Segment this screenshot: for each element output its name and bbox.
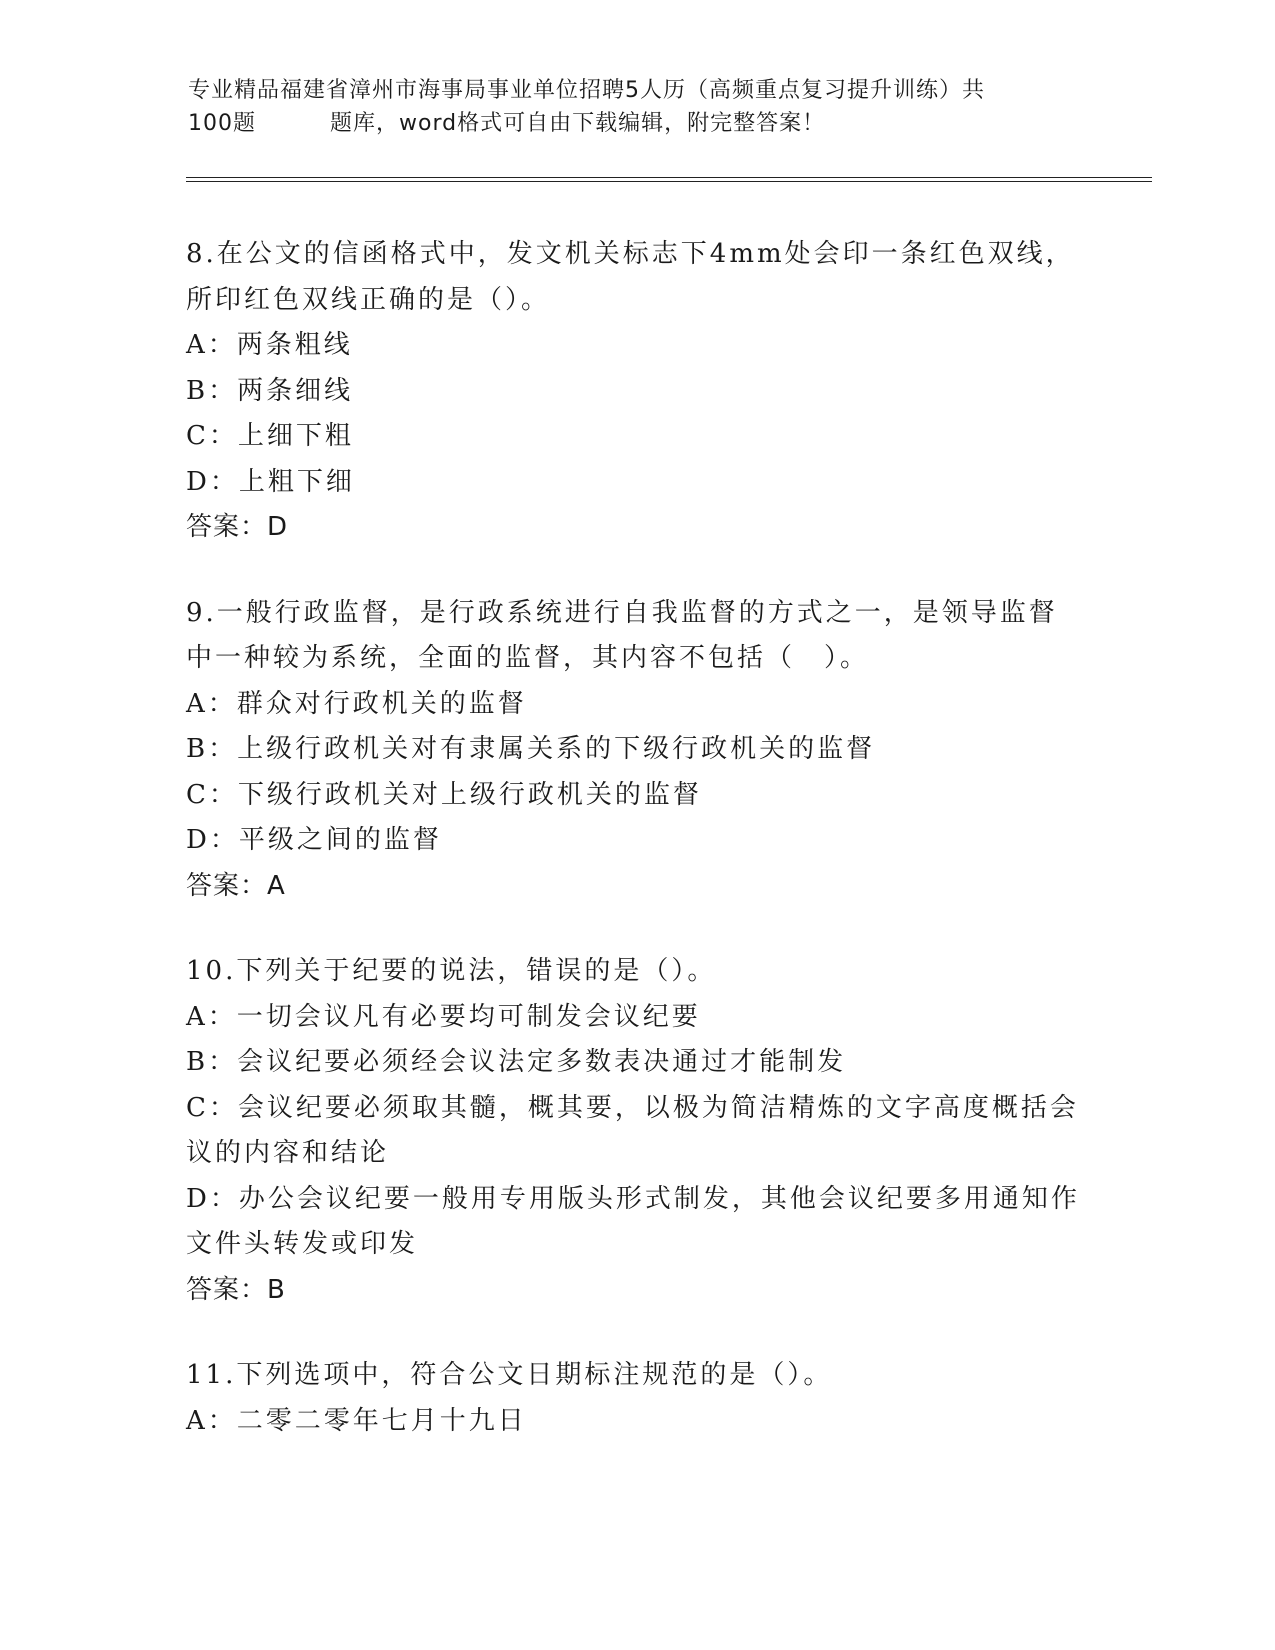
question-item <box>186 232 1086 551</box>
question-stem-line: 11.下列选项中，符合公文日期标注规范的是（）。 <box>186 1360 833 1390</box>
option-c: C：上细下粗 <box>186 421 354 451</box>
answer-key: 答案：D <box>186 512 289 542</box>
question-stem-line: 中一种较为系统，全面的监督，其内容不包括（ ）。 <box>186 643 870 673</box>
option-d: D：上粗下细 <box>186 466 355 497</box>
option-a: A：两条粗线 <box>186 330 353 360</box>
option-b: B：两条细线 <box>186 375 354 406</box>
option-c-continued: 议的内容和结论 <box>186 1138 390 1168</box>
option-d-continued: 文件头转发或印发 <box>186 1229 419 1259</box>
question-stem-line: 10.下列关于纪要的说法，错误的是（）。 <box>186 956 717 986</box>
header-title-line-2 <box>188 107 1088 140</box>
question-stem-line: 9.一般行政监督，是行政系统进行自我监督的方式之一，是领导监督 <box>186 597 1058 628</box>
option-d: D：办公会议纪要一般用专用版头形式制发，其他会议纪要多用通知作 <box>186 1183 1080 1214</box>
option-a: A：群众对行政机关的监督 <box>186 688 527 719</box>
question-stem-line: 8.在公文的信函格式中，发文机关标志下4mm处会印一条红色双线， <box>186 239 1075 269</box>
option-a: A：二零二零年七月十九日 <box>186 1405 527 1436</box>
option-b: B：会议纪要必须经会议法定多数表决通过才能制发 <box>186 1047 847 1077</box>
option-c: C：会议纪要必须取其髓，概其要，以极为简洁精炼的文字高度概括会 <box>186 1092 1079 1123</box>
question-stem-line: 所印红色双线正确的是（）。 <box>186 284 551 315</box>
answer-key: 答案：A <box>186 870 286 901</box>
header-double-rule <box>186 177 1152 182</box>
header-title-line-1: 专业精品福建省漳州市海事局事业单位招聘5人历（高频重点复习提升训练）共 <box>188 78 985 103</box>
question-item <box>186 949 1086 1313</box>
header-question-count: 100题 <box>188 111 256 136</box>
header-description: 题库，word格式可自由下载编辑，附完整答案！ <box>330 111 826 136</box>
option-d: D：平级之间的监督 <box>186 825 442 855</box>
option-b: B：上级行政机关对有隶属关系的下级行政机关的监督 <box>186 734 876 764</box>
question-item <box>186 1353 1086 1444</box>
question-item <box>186 591 1086 910</box>
question-list <box>186 232 1086 1484</box>
option-c: C：下级行政机关对上级行政机关的监督 <box>186 779 702 810</box>
document-header <box>188 74 1088 140</box>
answer-key: 答案：B <box>186 1274 286 1305</box>
option-a: A：一切会议凡有必要均可制发会议纪要 <box>186 1001 701 1032</box>
